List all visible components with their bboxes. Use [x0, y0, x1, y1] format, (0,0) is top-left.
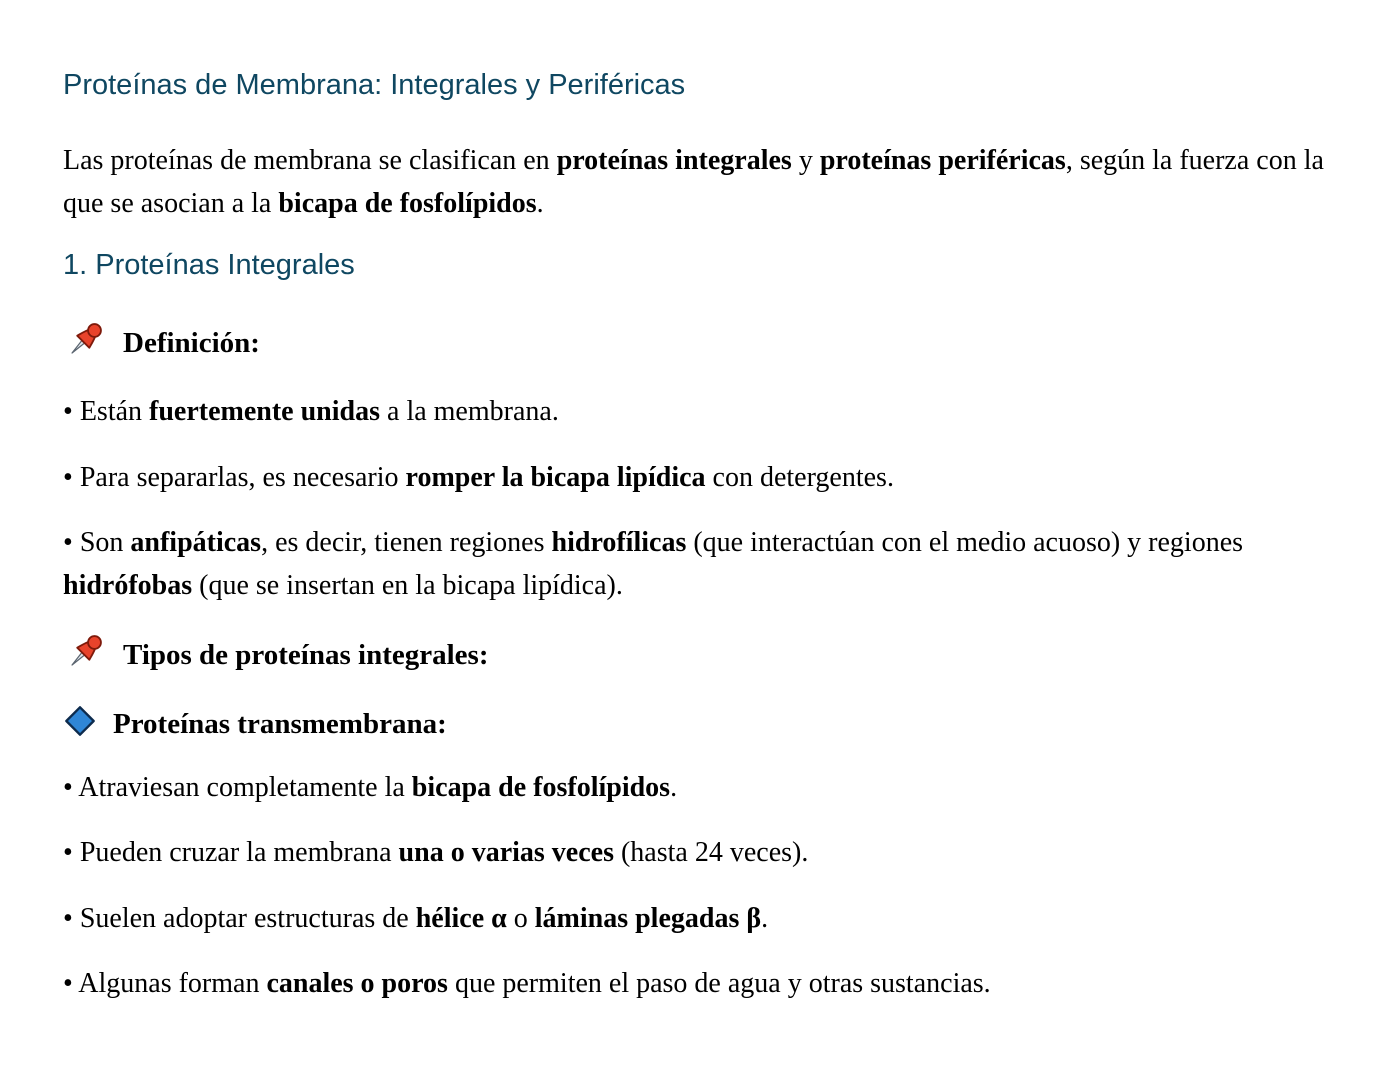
bullet-marker: • [63, 527, 80, 559]
text-segment: Las proteínas de membrana se clasifican en [63, 144, 557, 176]
document-content [63, 68, 1334, 1005]
text-segment: hidrofílicas [551, 527, 687, 559]
bullet-item [63, 766, 1334, 809]
bullet-item [63, 897, 1334, 940]
text-segment: canales o poros [266, 967, 448, 999]
text-segment: anfipáticas [130, 527, 262, 559]
text-segment: Tipos de proteínas integrales: [123, 638, 489, 671]
text-segment: (que interactúan con el medio acuoso) y regiones [686, 527, 1251, 559]
text-segment: una o varias veces [398, 837, 614, 869]
text-segment: romper la bicapa lipídica [405, 461, 706, 493]
text-segment: proteínas periféricas [819, 144, 1066, 176]
pushpin-icon [63, 318, 107, 376]
bullet-item [63, 390, 1334, 433]
text-segment: Algunas forman [78, 967, 267, 999]
document-title: Proteínas de Membrana: Integrales y Periféricas [63, 69, 686, 101]
text-segment: . [761, 902, 769, 934]
text-segment: proteínas integrales [556, 144, 792, 176]
text-segment: bicapa de fosfolípidos [411, 771, 671, 803]
text-segment: . [536, 188, 544, 220]
text-segment: o [506, 902, 535, 934]
text-segment: Atraviesan completamente la [78, 771, 412, 803]
bullet-item [63, 962, 1334, 1005]
text-segment: fuertemente unidas [149, 396, 381, 428]
bullet-item [63, 521, 1334, 608]
bullet-marker: • [63, 967, 79, 999]
text-segment: (hasta 24 veces). [613, 837, 809, 869]
pushpin-icon [63, 630, 107, 688]
text-segment: hidrófobas [63, 570, 193, 602]
text-segment: Definición: [123, 327, 260, 360]
text-segment: , según la fuerza con la que se asocian a la [63, 144, 1331, 220]
section-heading: 1. Proteínas Integrales [63, 248, 355, 281]
text-segment: Para separarlas, es necesario [79, 461, 406, 493]
text-segment: (que se insertan en la bicapa lipídica). [192, 570, 623, 602]
text-segment: Están [79, 396, 150, 428]
text-segment: Pueden cruzar la membrana [79, 837, 399, 869]
text-segment: bicapa de fosfolípidos [278, 188, 537, 220]
text-segment: , es decir, tienen regiones [261, 527, 552, 559]
text-segment: que permiten el paso de agua y otras sustancias. [447, 967, 991, 999]
icon-heading [63, 702, 1334, 752]
icon-heading [63, 630, 1334, 688]
text-segment: hélice α [415, 902, 507, 934]
bullet-marker: • [63, 771, 79, 803]
icon-heading [63, 318, 1334, 376]
bullet-marker: • [63, 902, 80, 934]
text-segment: Suelen adoptar estructuras de [79, 902, 416, 934]
text-segment: Proteínas transmembrana: [113, 707, 447, 740]
text-segment: láminas plegadas β [534, 902, 762, 934]
text-segment: Son [79, 527, 131, 559]
bullet-marker: • [63, 837, 80, 869]
bullet-marker: • [63, 396, 80, 428]
text-segment: . [670, 771, 678, 803]
bullet-marker: • [63, 461, 80, 493]
bullet-item [63, 456, 1334, 499]
bullet-item [63, 831, 1334, 874]
text-segment: y [791, 144, 820, 176]
text-segment: con detergentes. [705, 461, 894, 493]
blue-diamond-icon [63, 704, 97, 752]
paragraph [63, 139, 1334, 226]
text-segment: a la membrana. [380, 396, 559, 428]
